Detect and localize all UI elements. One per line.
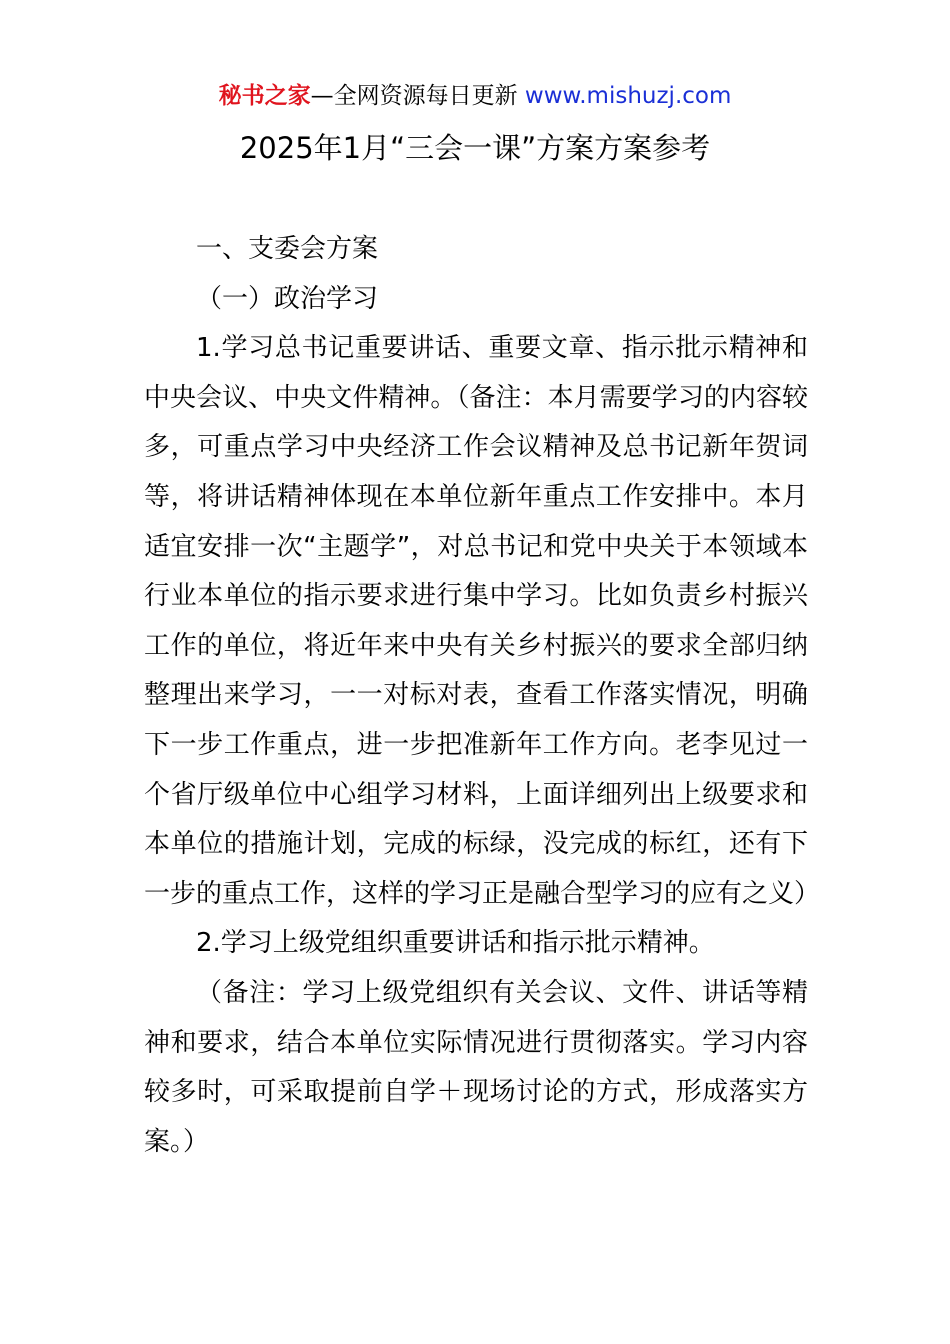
- document-title: 2025年1月“三会一课”方案方案参考: [239, 131, 711, 165]
- body-paragraph-2: 2.学习上级党组织重要讲话和指示批示精神。: [196, 928, 715, 959]
- header-tagline: —全网资源每日更新: [310, 83, 525, 109]
- page-header: [0, 80, 950, 112]
- body-paragraph-3: （备注：学习上级党组织有关会议、文件、讲话等精神和要求，结合本单位实际情况进行贯彻落实。学习内容较多时，可采取提前自学＋现场讨论的方式，形成落实方案。）: [144, 977, 808, 1157]
- body-paragraph-1: 1.学习总书记重要讲话、重要文章、指示批示精神和中央会议、中央文件精神。（备注：本月需要学习的内容较多，可重点学习中央经济工作会议精神及总书记新年贺词等，将讲话精神体现在本单位新年重点工作安排中。本月适宜安排一次“主题学”，对总书记和党中央关于本领域本行业本单位的指示要求进行集中学习。比如负责乡村振兴工作的单位，将近年来中央有关乡村振兴的要求全部归纳整理出来学习，一一对标对表，查看工作落实情况，明确下一步工作重点，进一步把准新年工作方向。老李见过一个省厅级单位中心组学习材料，上面详细列出上级要求和本单位的措施计划，完成的标绿，没完成的标红，还有下一步的重点工作，这样的学习正是融合型学习的应有之义）: [144, 333, 821, 909]
- document-body: [144, 225, 821, 1167]
- section-heading: 一、支委会方案: [196, 234, 379, 264]
- subsection-heading: （一）政治学习: [196, 283, 379, 314]
- brand-name: 秘书之家: [218, 83, 311, 109]
- site-link[interactable]: www.mishuzj.com: [524, 83, 732, 109]
